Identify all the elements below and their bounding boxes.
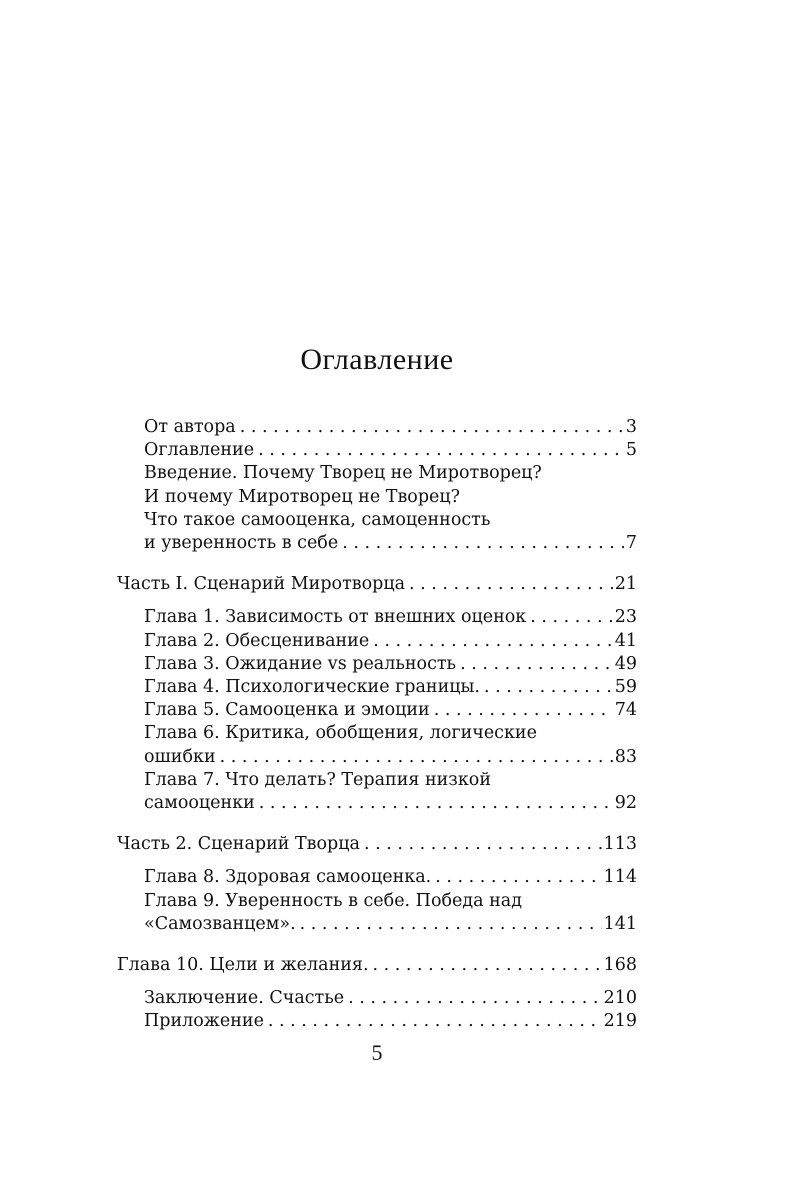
- dot-leader: [530, 606, 612, 629]
- toc-entry-page: 5: [625, 440, 637, 461]
- toc-entry-page: 92: [614, 793, 637, 814]
- toc-entry-conclusion[interactable]: [117, 987, 637, 1010]
- toc-entry-page: 141: [603, 913, 637, 934]
- toc-entry-title: Глава 8. Здоровая самооценка.: [144, 867, 432, 888]
- toc-entry-chapter-7-line-2[interactable]: [117, 792, 637, 815]
- toc-entry-chapter-9-line-2[interactable]: [117, 913, 637, 936]
- toc-entry-title: Глава 10. Цели и желания.: [117, 955, 369, 976]
- toc-part-2: [117, 833, 637, 936]
- toc-entry-page: 59: [614, 677, 637, 698]
- toc-entry-title: Часть 2. Сценарий Творца: [117, 834, 360, 855]
- dot-leader: [300, 913, 602, 936]
- toc-part-3: [117, 954, 637, 1034]
- toc-entry-page: 114: [603, 867, 637, 888]
- dot-leader: [259, 792, 613, 815]
- toc-entry-page: 23: [614, 607, 637, 628]
- toc-entry-chapter-4[interactable]: [117, 676, 637, 699]
- dot-leader: [373, 630, 613, 653]
- toc-entry-chapter-3[interactable]: [117, 653, 637, 676]
- toc-entry-page: 41: [614, 630, 637, 651]
- toc-entry-intro-line-3[interactable]: [117, 509, 637, 532]
- toc-entry-chapter-6-line-2[interactable]: [117, 746, 637, 769]
- toc-entry-chapter-6-line-1[interactable]: [117, 722, 637, 745]
- toc-entry-title: От автора: [144, 417, 236, 437]
- dot-leader: [373, 954, 602, 977]
- toc-entry-title: Глава 2. Обесценивание: [144, 630, 370, 651]
- dot-leader: [460, 653, 613, 676]
- dot-leader: [435, 866, 601, 889]
- dot-leader: [348, 987, 601, 1010]
- dot-leader: [258, 439, 624, 462]
- toc-entry-title: Глава 9. Уверенность в себе. Победа над: [144, 890, 523, 911]
- toc-entry-page: 7: [625, 533, 637, 554]
- toc-entry-title: Глава 3. Ожидание vs реальность: [144, 653, 457, 674]
- toc-entry-title: Часть I. Сценарий Миротворца: [117, 574, 406, 595]
- toc-entry-chapter-7-line-1[interactable]: [117, 769, 637, 792]
- toc-entry-page: 210: [603, 988, 637, 1009]
- toc-entry-intro-line-4[interactable]: [117, 532, 637, 555]
- toc-entry-title: И почему Миротворец не Творец?: [144, 486, 461, 507]
- toc-entry-chapter-5[interactable]: [117, 699, 637, 722]
- toc-entry-intro-line-1[interactable]: [117, 462, 637, 485]
- toc-entry-title: Глава 4. Психологические границы.: [144, 677, 480, 698]
- dot-leader: [342, 532, 624, 555]
- toc-entry-title: ошибки: [144, 746, 216, 767]
- toc-entry-page: 3: [625, 417, 637, 437]
- toc-part-1: [117, 573, 637, 815]
- toc-entry-title: Заключение. Счастье: [144, 988, 345, 1009]
- toc-entry-chapter-2[interactable]: [117, 630, 637, 653]
- toc-entry-contents[interactable]: [117, 439, 637, 462]
- dot-leader: [364, 833, 602, 856]
- toc-entry-title: самооценки: [144, 793, 255, 814]
- toc-entry-page: 83: [614, 746, 637, 767]
- toc-part-heading[interactable]: [117, 954, 637, 977]
- dot-leader: [434, 699, 613, 722]
- toc-entry-title: Глава 5. Самооценка и эмоции: [144, 700, 430, 721]
- toc-entry-title: и уверенность в себе: [144, 533, 339, 554]
- toc-entry-page: 49: [614, 653, 637, 674]
- toc-entry-title: Глава 1. Зависимость от внешних оценок: [144, 607, 527, 628]
- toc-entry-page: 74: [614, 700, 637, 721]
- toc-entry-title: Оглавление: [144, 440, 255, 461]
- toc-entry-title: Что такое самооценка, самоценность: [144, 509, 491, 530]
- toc-entry-intro-line-2[interactable]: [117, 486, 637, 509]
- dot-leader: [220, 746, 613, 769]
- toc-part-heading[interactable]: [117, 573, 637, 596]
- toc-entry-chapter-1[interactable]: [117, 606, 637, 629]
- toc-front-matter: [117, 416, 637, 555]
- dot-leader: [268, 1010, 602, 1033]
- toc-entry-title: Введение. Почему Творец не Миротворец?: [144, 463, 542, 484]
- toc-entry-title: Глава 6. Критика, обобщения, логические: [144, 723, 537, 744]
- dot-leader: [240, 416, 624, 439]
- toc-entry-page: 21: [614, 574, 637, 595]
- page-number: 5: [371, 1040, 383, 1065]
- toc-part-heading[interactable]: [117, 833, 637, 856]
- table-of-contents: [117, 416, 637, 1043]
- toc-entry-from-author[interactable]: [117, 416, 637, 439]
- toc-entry-title: Глава 7. Что делать? Терапия низкой: [144, 769, 491, 790]
- page-title: Оглавление: [300, 343, 454, 376]
- dot-leader: [484, 676, 613, 699]
- toc-entry-page: 113: [603, 834, 637, 855]
- toc-entry-chapter-9-line-1[interactable]: [117, 890, 637, 913]
- toc-entry-appendix[interactable]: [117, 1010, 637, 1033]
- toc-entry-page: 219: [603, 1011, 637, 1032]
- dot-leader: [409, 573, 613, 596]
- toc-entry-title: «Самозванцем».: [144, 913, 296, 934]
- toc-entry-page: 168: [603, 955, 637, 976]
- toc-entry-title: Приложение: [144, 1011, 264, 1032]
- toc-entry-chapter-8[interactable]: [117, 866, 637, 889]
